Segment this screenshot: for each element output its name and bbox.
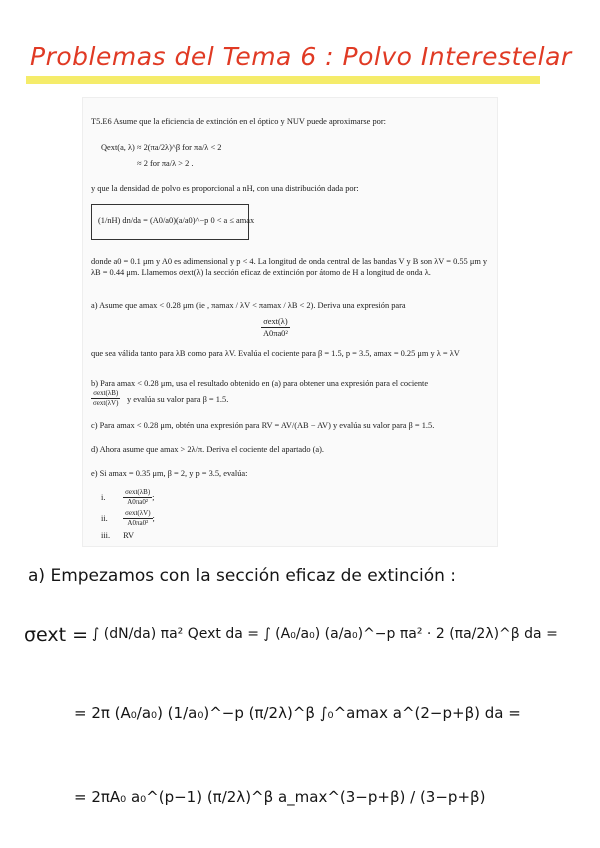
part-a-fraction xyxy=(261,316,290,340)
item-frac-numerator: σext(λB) xyxy=(123,488,152,498)
item-suffix: ; xyxy=(152,492,155,502)
density-intro: y que la densidad de polvo es proporcional a nH, con una distribución dada por: xyxy=(91,184,359,193)
item-suffix: ; xyxy=(152,513,155,523)
part-b-fraction xyxy=(91,389,120,409)
part-a-frac-denominator: A0πa0² xyxy=(263,329,288,339)
part-b-statement: b) Para amax < 0.28 μm, usa el resultado obtenido en (a) para obtener una expresión para el cociente xyxy=(91,379,429,388)
solution-line-1: ∫ (dN/da) πa² Qext da = ∫ (A₀/a₀) (a/a₀)^−p πa² · 2 (πa/2λ)^β da = xyxy=(92,626,558,642)
solution-line-1-lhs: σext = xyxy=(24,624,89,646)
part-c-statement: c) Para amax < 0.28 μm, obtén una expresión para RV = AV/(AB − AV) y evalúa su valor para β = 1.5. xyxy=(91,421,435,430)
part-e-statement: e) Si amax = 0.35 μm, β = 2, y p = 3.5, evalúa: xyxy=(91,469,248,478)
item-number: i. xyxy=(101,492,106,502)
title-highlight xyxy=(26,76,540,84)
density-equation: (1/nH) dn/da = (A0/a0)(a/a0)^−p 0 < a ≤ amax xyxy=(98,216,255,225)
item-frac-denominator: A0πa0² xyxy=(127,498,149,507)
part-d-statement: d) Ahora asume que amax > 2λ/π. Deriva el cociente del apartado (a). xyxy=(91,445,324,454)
list-item xyxy=(101,488,154,508)
solution-line-2: = 2π (A₀/a₀) (1/a₀)^−p (π/2λ)^β ∫₀^amax a^(2−p+β) da = xyxy=(74,704,521,722)
density-equation-box xyxy=(91,204,255,240)
list-item xyxy=(101,509,155,529)
item-text: RV xyxy=(123,531,135,540)
part-b-frac-numerator: σext(λB) xyxy=(91,389,120,399)
item-number: iii. xyxy=(101,531,111,540)
list-item xyxy=(101,530,134,541)
solution-line-3: = 2πA₀ a₀^(p−1) (π/2λ)^β a_max^(3−p+β) / (3−p+β) xyxy=(74,788,486,806)
part-b-continuation: y evalúa su valor para β = 1.5. xyxy=(127,395,229,404)
page-title: Problemas del Tema 6 : Polvo Interestelar xyxy=(30,42,572,71)
part-b-frac-denominator: σext(λV) xyxy=(93,399,119,408)
solution-heading: a) Empezamos con la sección eficaz de extinción : xyxy=(28,566,457,586)
part-a-frac-numerator: σext(λ) xyxy=(261,316,290,328)
qext-line-2: ≈ 2 for πa/λ > 2 . xyxy=(137,159,194,168)
item-frac-numerator: σext(λV) xyxy=(123,509,152,519)
problem-intro: T5.E6 Asume que la eficiencia de extinción en el óptico y NUV puede aproximarse por: xyxy=(91,117,386,126)
part-a-statement: a) Asume que amax < 0.28 μm (ie , πamax / λV < πamax / λB < 2). Deriva una expresión para xyxy=(91,301,406,310)
part-a-continuation: que sea válida tanto para λB como para λV. Evalúa el cociente para β = 1.5, p = 3.5, amax = 0.25 μm y λ = λV xyxy=(91,349,460,358)
problem-statement-scan xyxy=(82,97,498,547)
item-number: ii. xyxy=(101,513,108,523)
item-frac-denominator: A0πa0² xyxy=(127,519,149,528)
definitions-paragraph: donde a0 = 0.1 μm y A0 es adimensional y p < 4. La longitud de onda central de las bandas V y B son λV = 0.55 μm y λB = 0.44 μm. Llamemos σext(λ) la sección eficaz de extinción por átomo de H a longitud de onda λ. xyxy=(91,257,488,278)
qext-line-1: Qext(a, λ) ≈ 2(πa/2λ)^β for πa/λ < 2 xyxy=(101,143,222,152)
